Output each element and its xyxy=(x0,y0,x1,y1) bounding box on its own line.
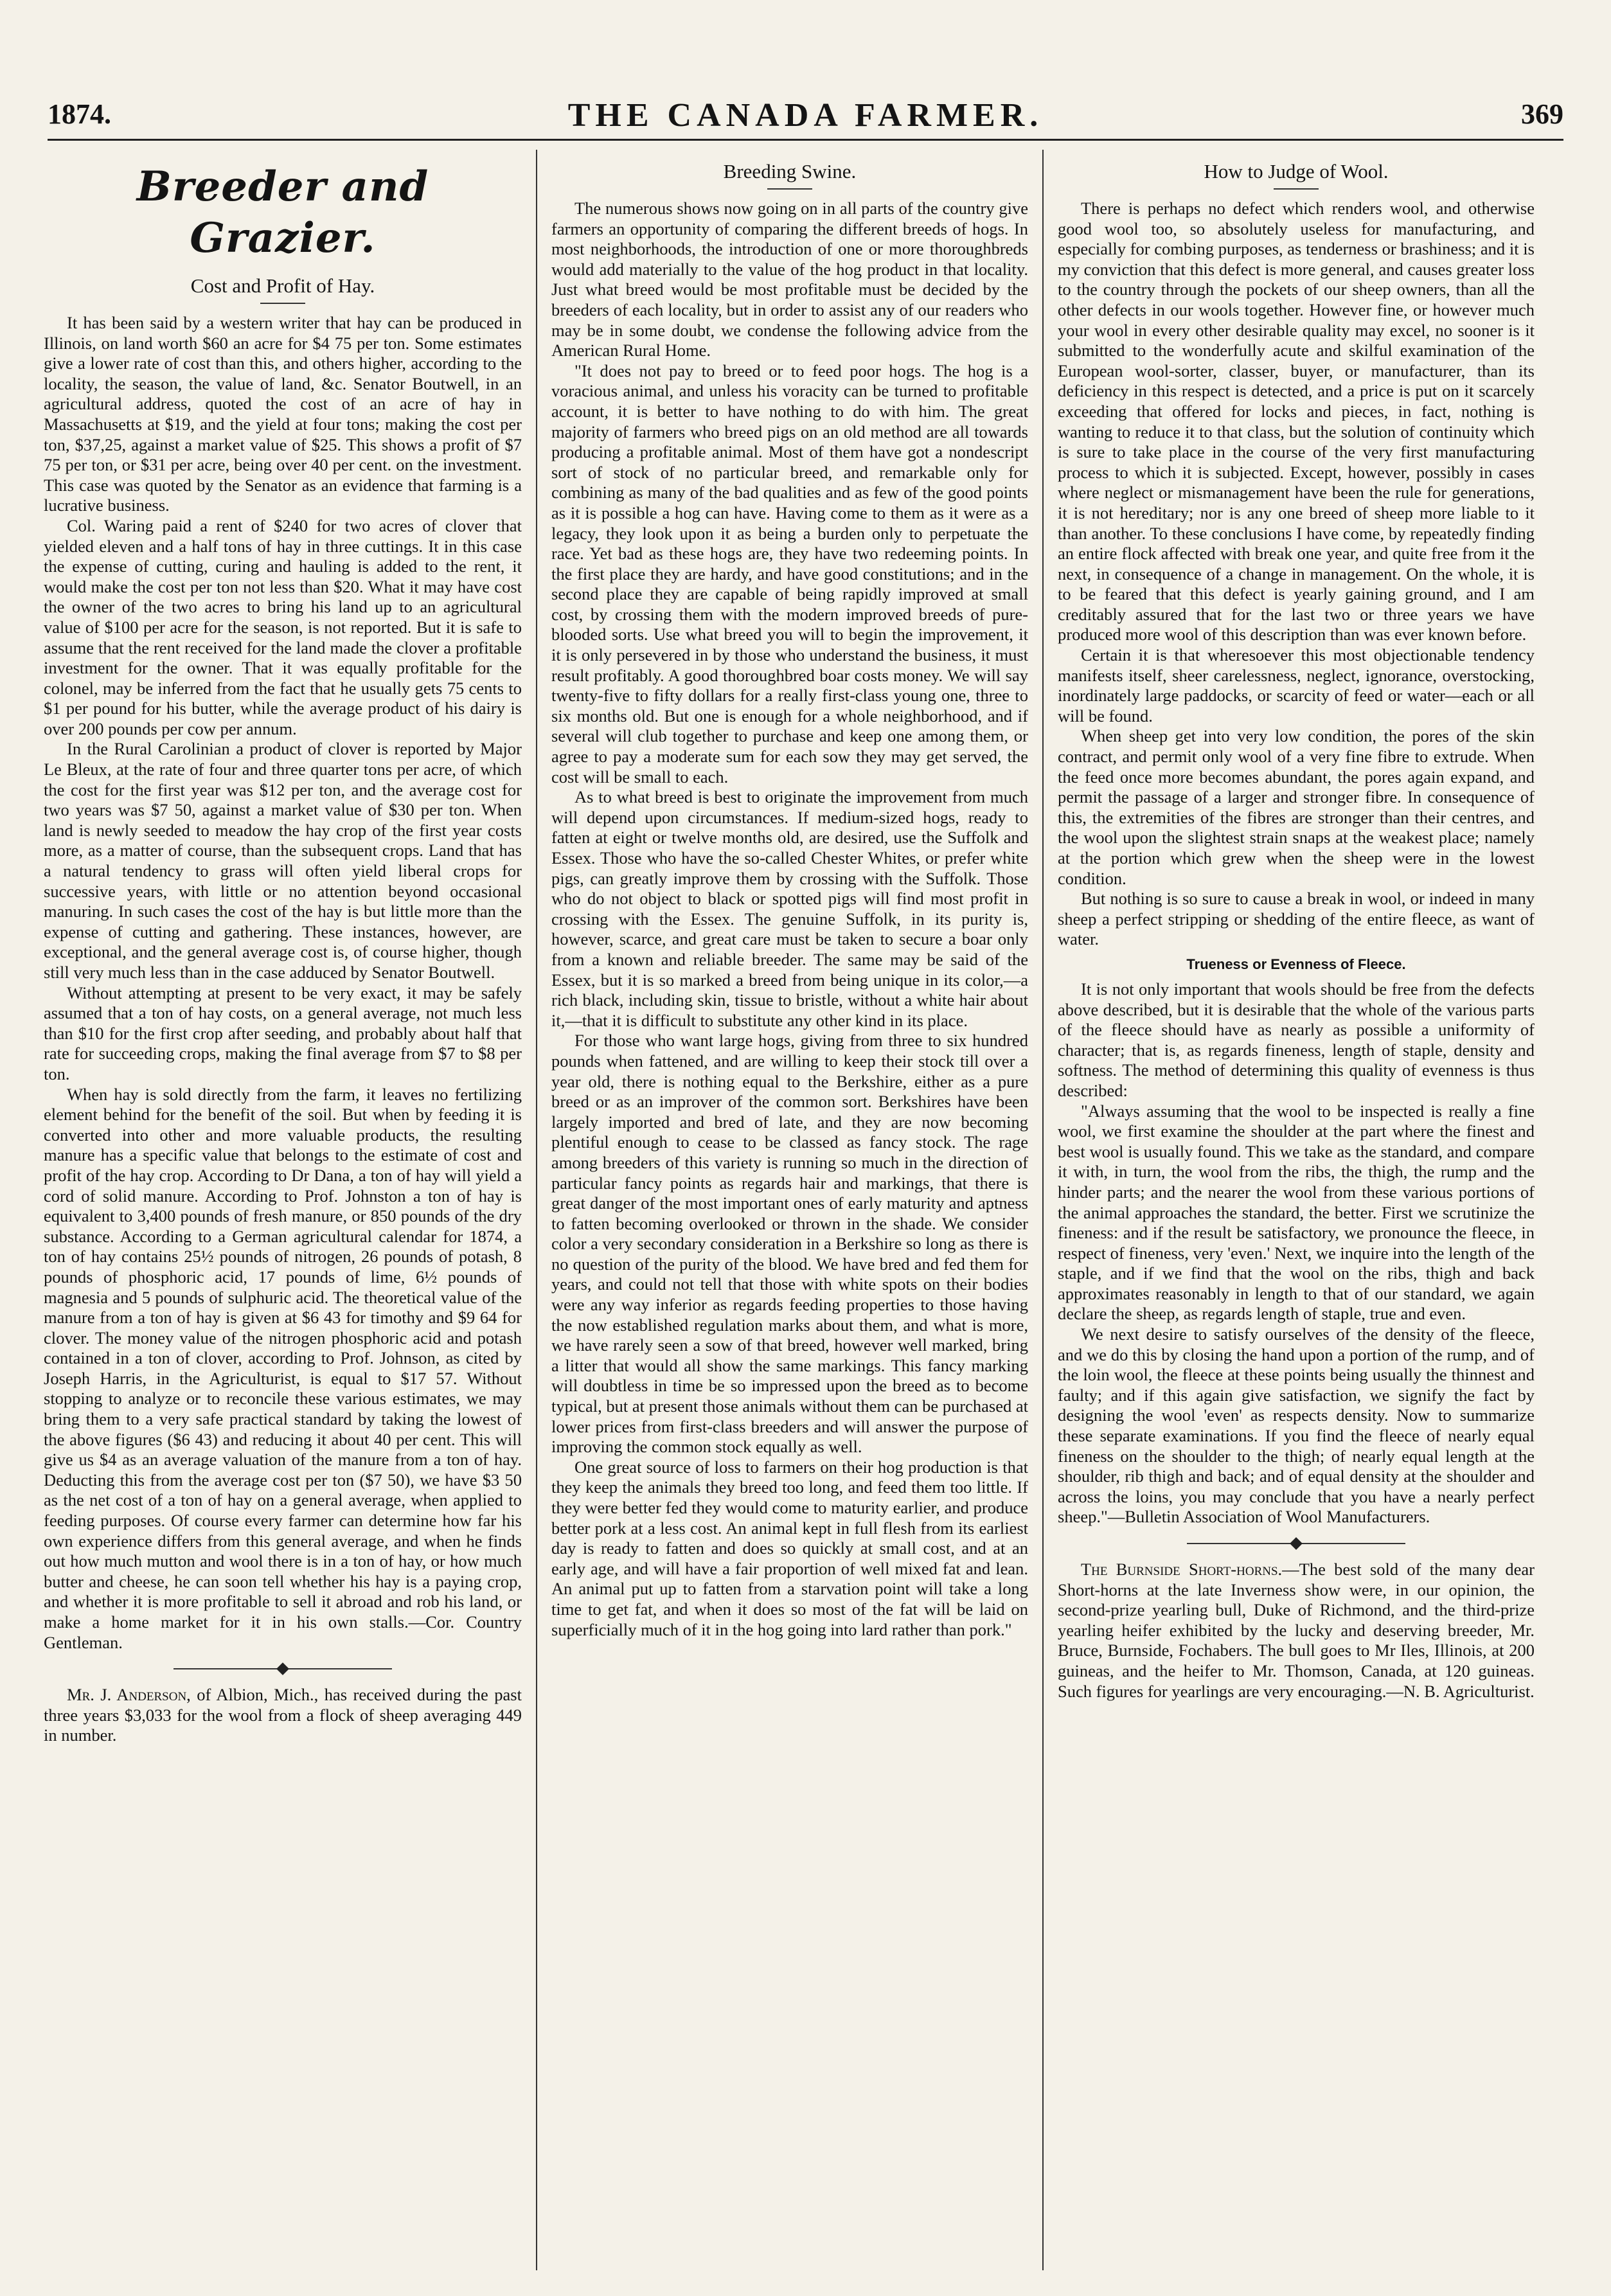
article-paragraph: Certain it is that wheresoever this most objectionable tendency manifests itself, sheer carelessness, neglect, ignorance, overstocking, inordinately large paddocks, or scarcity of feed or water—each or all will be found. xyxy=(1058,645,1535,725)
column-left xyxy=(30,150,536,2270)
article-paragraph: The numerous shows now going on in all parts of the country give farmers an opportunity of comparing the different breeds of hogs. In most neighborhoods, the introduction of one or more thoroughbreds would add materially to the value of the hog product in that locality. Just what breed would be most profitable must be decided by the breeders of each locality, but in order to assist any of our readers who may be in some doubt, we condense the following advice from the American Rural Home. xyxy=(551,199,1028,360)
title-rule xyxy=(1274,188,1319,190)
section-divider xyxy=(174,1663,392,1675)
article-paragraph: When hay is sold directly from the farm, it leaves no fertilizing element behind for the benefit of the soil. But when by feeding it is converted into other and more valuable products, the resulting manure has a specific value that belongs to the estimate of cost and profit of the hay crop. According to Dr Dana, a ton of hay will yield a cord of solid manure. According to Prof. Johnston a ton of hay is equivalent to 3,400 pounds of fresh manure, or 850 pounds of the dry substance. According to a German agricultural calendar for 1874, a ton of hay contains 25½ pounds of nitrogen, 26 pounds of potash, 8 pounds of phosphoric acid, 17 pounds of lime, 6½ pounds of magnesia and 5 pounds of sulphuric acid. The theoretical value of the manure from a ton of hay is given at $6 43 for timothy and $9 64 for clover. The money value of the nitrogen phosphoric acid and potash contained in a ton of clover, according to Prof. Johnson, as cited by Joseph Harris, in the Agriculturist, is equal to $17 57. Without stopping to analyze or to reconcile these various estimates, we may bring them to a very safe practical standard by taking the lowest of the above figures ($6 43) and reducing it about 40 per cent. This will give us $4 as an average valuation of the manure from a ton of hay. Deducting this from the average cost per ton ($7 50), we have $3 50 as the net cost of a ton of hay on a general average, when applied to feeding purposes. Of course every farmer can determine how far his own experience differs from this general average, and when he finds out how much mutton and wool there is in a ton of hay, or how much butter and cheese, he can soon tell whether his hay is a paying crop, and whether it is more profitable to sell it abroad and rob his land, or make a home market for it in his own stalls.—Cor. Country Gentleman. xyxy=(44,1084,522,1652)
note-name: The Burnside Short-horns. xyxy=(1081,1560,1283,1579)
note-name: Mr. J. Anderson, xyxy=(67,1685,191,1705)
article-paragraph: Without attempting at present to be very exact, it may be safely assumed that a ton of hay costs, on a general average, not much less than $10 for the first crop after seeding, and probably about half that rate for succeeding crops, making the final average from $7 to $8 per ton. xyxy=(44,983,522,1083)
article-paragraph: "Always assuming that the wool to be inspected is really a fine wool, we first examine the shoulder at the part where the finest and best wool is usually found. This we take as the standard, and compare it with, in turn, the wool from the ribs, the thigh, the rump and the hinder parts; and the nearer the wool from these various portions of the animal approaches the standard, the better. First we scrutinize the fineness: and if the result be satisfactory, we pronounce the fleece, in respect of fineness, very 'even.' Next, we inquire into the length of the staple, and if we find that the wool on the ribs, thigh and back approximates reasonably in length to that of our standard, we again declare the sheep, as regards length of staple, true and even. xyxy=(1058,1101,1535,1324)
department-heading: Breeder and Grazier. xyxy=(136,163,429,262)
article-paragraph: "It does not pay to breed or to feed poor hogs. The hog is a voracious animal, and unless his voracity can be turned to profitable account, it is better to have nothing to do with him. The great majority of farmers who breed pigs on an old method are all towards producing a profitable animal. Most of them have got a nondescript sort of stock of no particular breed, and remarkable only for combining as many of the bad qualities and as few of the good points as it is possible a hog can have. Having come to them as it were as a legacy, they look upon it as being a burden only to perpetuate the race. Yet bad as these hogs are, they have two redeeming points. In the first place they are hardy, and have good constitutions; and in the second place they are capable of being rapidly improved at small cost, by crossing them with the modern improved breeds of pure-blooded sorts. Use what breed you will to begin the improvement, it it is only persevered in by those who understand the business, it must result profitably. A good thoroughbred boar costs money. We will say twenty-five to fifty dollars for a really first-class young one, three to six months old. But one is enough for a whole neighborhood, and if several will club together to purchase and keep one among them, or agree to pay a moderate sum for each sow they may get served, the cost will be small to each. xyxy=(551,360,1028,787)
header-title: THE CANADA FARMER. xyxy=(567,97,1044,134)
article-paragraph: As to what breed is best to originate the improvement from much will depend upon circumstances. If medium-sized hogs, ready to fatten at eight or twelve months old, are desired, use the Suffolk and Essex. Those who have the so-called Chester Whites, or prefer white pigs, can greatly improve them by crossing with the Suffolk. Those who do not object to black or spotted pigs will find most profit in crossing with the Essex. The genuine Suffolk, in its purity is, however, scarce, and great care must be taken to secure a boar only from a known and reliable breeder. The same may be said of the Essex, but it is so marked a breed from being unique in its color,—a rich black, including skin, tissue to bristle, without a white hair about it,—that it is difficult to substitute any other kind in its place. xyxy=(551,787,1028,1030)
article-paragraph: It has been said by a western writer that hay can be produced in Illinois, on land worth $60 an acre for $4 75 per ton. Some estimates give a lower rate of cost than this, and others higher, according to the locality, the season, the value of land, &c. Senator Boutwell, in an agricultural address, quoted the cost of an acre of hay in Massachusetts at $19, and the yield at four tons; making the cost per ton, $37,25, against a market value of $25. This shows a profit of $7 75 per ton, or $31 per acre, being over 40 per cent. on the investment. This case was quoted by the Senator as an evidence that farming is a lucrative business. xyxy=(44,313,522,515)
title-rule xyxy=(767,188,812,190)
article-paragraph: But nothing is so sure to cause a break in wool, or indeed in many sheep a perfect stripping or shedding of the entire fleece, as want of water. xyxy=(1058,889,1535,949)
news-note-burnside xyxy=(1058,1560,1535,1702)
article-subheading: Trueness or Evenness of Fleece. xyxy=(1186,956,1406,972)
article-paragraph: It is not only important that wools should be free from the defects above described, but it is desirable that the whole of the various parts of the fleece should have as nearly as possible a uniformity of character; that is, as regards fineness, length of staple, density and softness. The method of determining this quality of evenness is thus described: xyxy=(1058,979,1535,1100)
header-page-number: 369 xyxy=(1521,98,1563,130)
news-note-anderson xyxy=(44,1685,522,1746)
page-header xyxy=(48,96,1563,141)
columns xyxy=(30,150,1581,2270)
title-rule xyxy=(260,303,305,304)
article-title-hay: Cost and Profit of Hay. xyxy=(190,274,375,297)
article-paragraph: There is perhaps no defect which renders wool, and otherwise good wool too, so absolutely useless for manufacturing, and especially for combing purposes, as tenderness or brashiness; and it is my conviction that this defect is more general, and causes greater loss to the country through the pockets of our sheep owners, than all the other defects in our wools together. However fine, or however much your wool in every other desirable quality may excel, no sooner is it submitted to the wonderfully acute and skilful examination of the European wool-sorter, classer, buyer, or manufacturer, than its deficiency in this respect is detected, and a price is put on it scarcely exceeding that offered for locks and pieces, in fact, nothing is wanting to reduce it to that class, but the solution of continuity which is sure to take place in the course of the very first manufacturing process to which it is subjected. Except, however, possibly in cases where neglect or mismanagement have been the rule for generations, it is not hereditary; nor is any one breed of sheep more liable to it than another. To these conclusions I have come, by repeatedly finding an entire flock affected with break one year, and quite free from it the next, in consequence of a change in management. On the whole, it is to be feared that this defect is yearly gaining ground, and I am creditably assured that for the last two or three years we have produced more wool of this description than was ever known before. xyxy=(1058,199,1535,645)
column-middle xyxy=(536,150,1042,2270)
section-divider xyxy=(1187,1538,1405,1549)
note-text: of Albion, Mich., has received during the past three years $3,033 for the wool from a flock of sheep averaging 449 in number. xyxy=(44,1685,522,1745)
article-title-wool: How to Judge of Wool. xyxy=(1204,160,1389,182)
article-paragraph: We next desire to satisfy ourselves of the density of the fleece, and we do this by closing the hand upon a portion of the rump, and of the loin wool, the fleece at these points being usually the thinnest and faulty; and if this again give satisfaction, we signify the fact by designing the wool 'even' as respects density. Now to summarize these separate examinations. If you find the fleece of nearly equal fineness on the shoulder to the thigh; of nearly equal length at the shoulder, rib thigh and back; and of equal density at the shoulder and across the loins, you may conclude that you have a nearly perfect sheep."—Bulletin Association of Wool Manufacturers. xyxy=(1058,1324,1535,1527)
article-paragraph: When sheep get into very low condition, the pores of the skin contract, and permit only wool of a very fine fibre to extrude. When the feed once more becomes abundant, the pores again expand, and permit the passage of a larger and stronger fibre. In consequence of this, the extremities of the fibres are stronger than their centres, and the wool upon the slightest strain snaps at the weakest place; namely at the portion which grew when the sheep were in the lowest condition. xyxy=(1058,726,1535,888)
article-title-swine: Breeding Swine. xyxy=(723,160,857,182)
article-paragraph: For those who want large hogs, giving from three to six hundred pounds when fattened, and are willing to keep their stock till over a year old, there is nothing equal to the Berkshire, either as a pure breed or as an improver of the common sort. Berkshires have been largely imported and bred of late, and they are now becoming plentiful enough to cease to be classed as fancy stock. The rage among breeders of this variety is running so much in the direction of particular fancy points as regards hair and markings, that there is great danger of the most important ones of early maturity and aptness to fatten becoming overlooked or thrown in the shade. We consider color a very secondary consideration in a Berkshire so long as there is no question of the purity of the blood. We have bred and fed them for years, and could not tell that those with white spots on their bodies were any way inferior as regards feeding properties to those having the now established regulation marks about them, and what is more, we have rarely seen a sow of that breed, however well marked, bring a litter that would all show the same markings. This fancy marking will doubtless in time be so impressed upon the breed as to become typical, but at present those animals without them can be purchased at lower prices from first-class breeders and will answer the purpose of improving the common stock equally as well. xyxy=(551,1031,1028,1457)
article-paragraph: One great source of loss to farmers on their hog production is that they keep the animals they breed too long, and feed them too little. If they were better fed they would come to maturity earlier, and produce better pork at a less cost. An animal kept in full flesh from its earliest day is ready to fatten and does so quickly at small cost, and at an early age, and will have a fair proportion of well mixed fat and lean. An animal put up to fatten from a starvation point will take a long time to get fat, and when it does so most of the fat will be laid on superficially much of it in the hog going into lard rather than pork." xyxy=(551,1457,1028,1639)
article-paragraph: Col. Waring paid a rent of $240 for two acres of clover that yielded eleven and a half tons of hay in three cuttings. It in this case the expense of cutting, curing and hauling is added to the rent, it would make the cost per ton not less than $20. What it may have cost the owner of the two acres to bring his land up to an agricultural value of $100 per acre for the season, is not reported. But it is safe to assume that the rent received for the land made the clover a profitable investment for the owner. That it was equally profitable for the colonel, may be inferred from the fact that he usually gets 75 cents to $1 per pound for his butter, while the average product of his dairy is over 200 pounds per cow per annum. xyxy=(44,515,522,738)
column-right xyxy=(1042,150,1549,2270)
note-text: —The best sold of the many dear Short-horns at the late Inverness show were, in our opinion, the second-prize yearling bull, Duke of Richmond, and the third-prize yearling heifer exhibited by the lucky and deserving breeder, Mr. Bruce, Burnside, Fochabers. The bull goes to Mr Iles, Illinois, at 200 guineas, and the heifer to Mr. Thomson, Canada, at 120 guineas. Such figures for yearlings are very encouraging.—N. B. Agriculturist. xyxy=(1058,1560,1535,1701)
article-paragraph: In the Rural Carolinian a product of clover is reported by Major Le Bleux, at the rate of four and three quarter tons per acre, of which the cost for the first year was $12 per ton, and the average cost for two years was $7 50, against a market value of $30 per ton. When land is newly seeded to meadow the hay crop of the first year costs more, as a matter of course, than the subsequent crops. Land that has a natural tendency to grass will often yield liberal crops for successive years, with little or no attention beyond occasional manuring. In such cases the cost of the hay is but little more than the expense of cutting and gathering. These instances, however, are exceptional, and the general average cost is, of course higher, though still very much less than in the case adduced by Senator Boutwell. xyxy=(44,739,522,982)
header-year: 1874. xyxy=(48,98,111,130)
